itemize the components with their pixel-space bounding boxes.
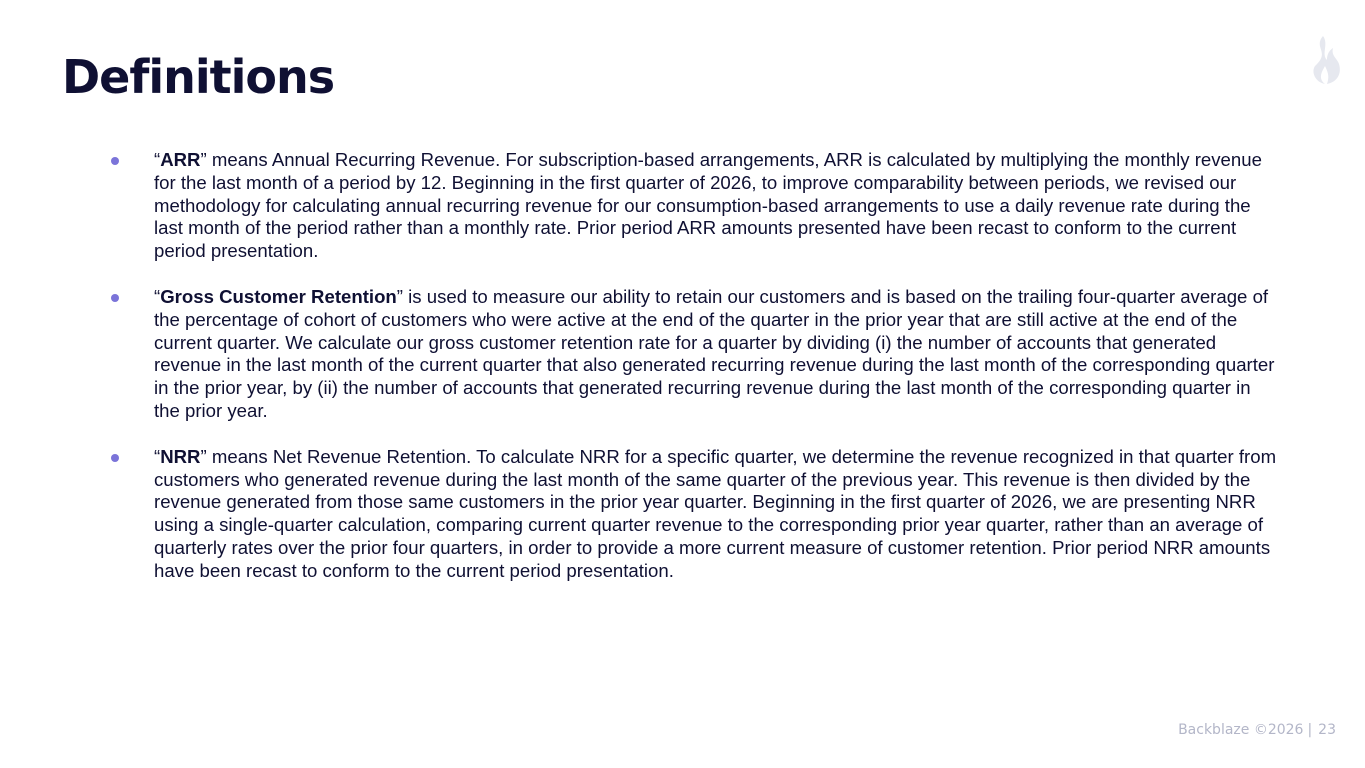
close-quote: ” (396, 285, 403, 307)
definition-text: is used to measure our ability to retain our customers and is based on the trailing four-quarter average of the percentage of cohort of customers who were active at the end of the quarter in the prior year that are still active at the end of the current quarter. We calculate our gross customer retention rate for a quarter by dividing (i) the number of accounts that generated revenue in the last month of the current quarter that also generated recurring revenue during the last month of the corresponding quarter in the prior year, by (ii) the number of accounts that generated recurring revenue during the last month of the corresponding quarter in the prior year. (154, 285, 1275, 421)
page-number: 23 (1318, 722, 1336, 738)
definition-term: Gross Customer Retention (160, 285, 397, 307)
open-quote: “ (154, 445, 161, 467)
definition-arr (108, 149, 1278, 263)
definition-nrr (108, 446, 1278, 583)
open-quote: “ (154, 285, 161, 307)
bullet-dot (111, 454, 119, 462)
open-quote: “ (154, 149, 161, 170)
close-quote: ” (200, 445, 207, 467)
footer-copyright: Backblaze ©2026 (1178, 722, 1304, 738)
slide-footer (1178, 722, 1336, 738)
page-title: Definitions (62, 50, 335, 104)
definition-term: ARR (160, 149, 201, 170)
bullet-dot (111, 157, 119, 165)
definition-text: means Net Revenue Retention. To calculate NRR for a specific quarter, we determine the revenue recognized in that quarter from customers who generated revenue during the last month of the same quarter of the previous year. This revenue is then divided by the revenue generated from those same customers in the prior year quarter. Beginning in the first quarter of 2026, we are presenting NRR using a single-quarter calculation, comparing current quarter revenue to the corresponding prior year quarter, rather than an average of quarterly rates over the prior four quarters, in order to provide a more current measure of customer retention. Prior period NRR amounts have been recast to conform to the current period presentation. (154, 445, 1277, 581)
definition-term: NRR (160, 445, 201, 467)
backblaze-flame-icon (1309, 34, 1343, 86)
footer-separator: | (1307, 722, 1313, 738)
definitions-list (108, 149, 1278, 606)
definition-text: means Annual Recurring Revenue. For subscription-based arrangements, ARR is calculated by multiplying the monthly revenue for the last month of a period by 12. Beginning in the first quarter of 2026, to improve comparability between periods, we revised our methodology for calculating annual recurring revenue for our consumption-based arrangements to use a daily revenue rate during the last month of the period rather than a monthly rate. Prior period ARR amounts presented have been recast to conform to the current period presentation. (154, 149, 1262, 262)
bullet-dot (111, 294, 119, 302)
definition-gross-customer-retention (108, 286, 1278, 423)
close-quote: ” (200, 149, 207, 170)
